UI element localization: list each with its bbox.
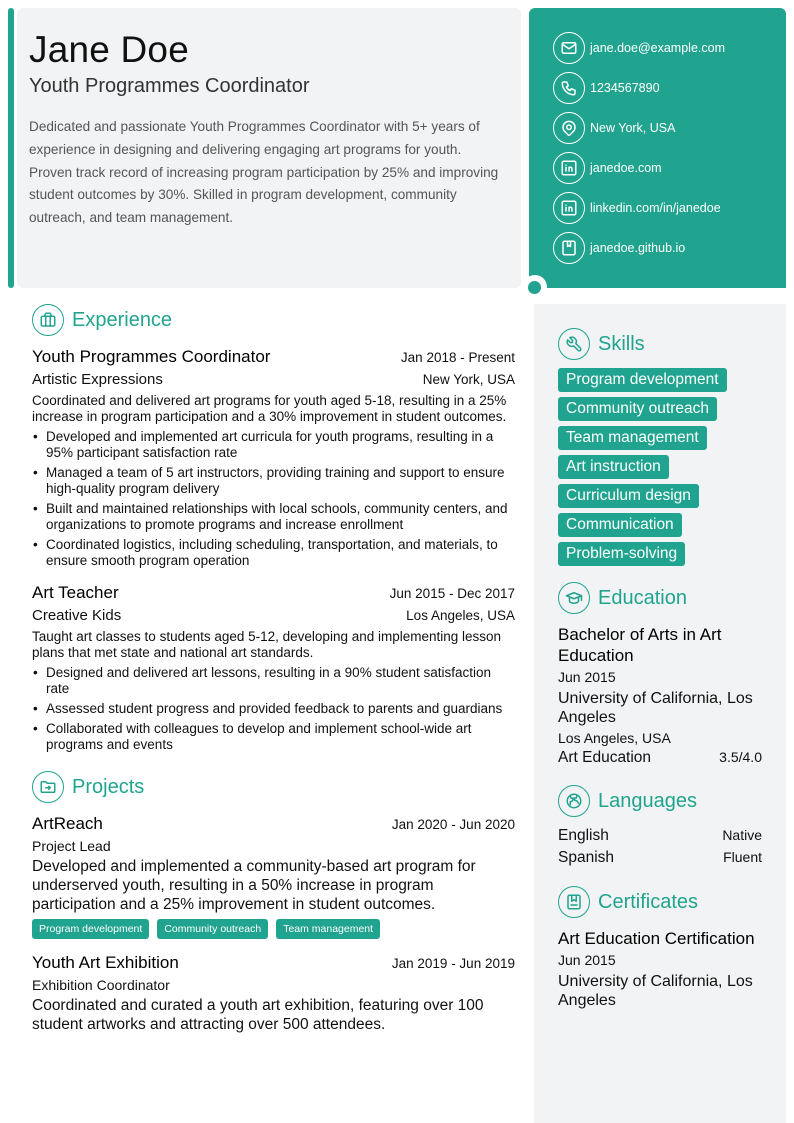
contact-email[interactable] <box>553 32 786 64</box>
edu-gpa: 3.5/4.0 <box>719 749 762 765</box>
project-date: Jan 2020 - Jun 2020 <box>391 817 515 832</box>
section-title: Experience <box>72 308 173 331</box>
job-bullets <box>32 429 515 569</box>
certificate-date: Jun 2015 <box>558 952 616 968</box>
job-role: Youth Programmes Coordinator <box>32 347 271 366</box>
globe-icon <box>558 785 590 817</box>
project-name: Youth Art Exhibition <box>32 953 179 972</box>
project-entry <box>32 814 515 939</box>
experience-heading <box>32 304 515 336</box>
contact-location <box>553 112 786 144</box>
project-tags <box>32 919 515 939</box>
skill-tag: Program development <box>558 368 727 392</box>
contact-github[interactable] <box>553 232 786 264</box>
email-text: jane.doe@example.com <box>590 41 725 55</box>
project-date: Jan 2019 - Jun 2019 <box>391 956 515 971</box>
phone-text: 1234567890 <box>590 81 660 95</box>
bullet-item: • Managed a team of 5 art instructors, providing training and support to ensure high-quality program delivery <box>32 465 515 497</box>
section-title: Education <box>598 586 687 609</box>
project-tag: Team management <box>276 919 380 939</box>
skill-tag: Art instruction <box>558 455 669 479</box>
job-location: Los Angeles, USA <box>406 608 515 623</box>
language-level: Fluent <box>723 849 762 865</box>
briefcase-icon <box>32 304 64 336</box>
job-date: Jan 2018 - Present <box>400 350 515 365</box>
skill-tag: Problem-solving <box>558 542 685 566</box>
skills-heading <box>558 328 762 360</box>
section-title: Skills <box>598 332 645 355</box>
linkedin-text: linkedin.com/in/janedoe <box>590 201 721 215</box>
bullet-item: • Developed and implemented art curricula for youth programs, resulting in a 95% participant satisfaction rate <box>32 429 515 461</box>
job-description: Taught art classes to students aged 5-12, developing and implementing lesson plans that met state and national art standards. <box>32 629 502 660</box>
project-description: Developed and implemented a community-based art program for underserved youth, resulting in a 50% increase in program participation and a 25% improvement in student outcomes. <box>32 858 476 913</box>
bullet-item: • Coordinated logistics, including scheduling, transportation, and materials, to ensure smooth program operation <box>32 537 515 569</box>
bullet-item: • Collaborated with colleagues to develop and implement school-wide art programs and events <box>32 721 515 753</box>
education-entry <box>558 624 762 767</box>
candidate-title: Youth Programmes Coordinator <box>29 75 310 97</box>
language-row <box>558 827 762 845</box>
github-text: janedoe.github.io <box>590 241 686 255</box>
folder-icon <box>32 771 64 803</box>
map-pin-icon <box>553 112 585 144</box>
edu-location: Los Angeles, USA <box>558 730 671 746</box>
project-name: ArtReach <box>32 814 103 833</box>
bullet-item: • Designed and delivered art lessons, resulting in a 90% student satisfaction rate <box>32 665 515 697</box>
contact-website[interactable] <box>553 152 786 184</box>
header-card <box>17 8 521 288</box>
wrench-icon <box>558 328 590 360</box>
language-row <box>558 849 762 867</box>
languages-heading <box>558 785 762 817</box>
language-name: English <box>558 827 609 844</box>
project-entry <box>32 953 515 1034</box>
bookmark-icon <box>553 232 585 264</box>
project-tag: Community outreach <box>157 919 268 939</box>
projects-heading <box>32 771 515 803</box>
job-role: Art Teacher <box>32 583 119 602</box>
main-column <box>32 304 515 1034</box>
linkedin-icon <box>553 192 585 224</box>
education-heading <box>558 582 762 614</box>
section-title: Projects <box>72 775 145 798</box>
contact-linkedin[interactable] <box>553 192 786 224</box>
certificate-name: Art Education Certification <box>558 929 755 948</box>
certificates-heading <box>558 886 762 918</box>
location-text: New York, USA <box>590 121 676 135</box>
project-tag: Program development <box>32 919 149 939</box>
job-bullets <box>32 665 515 753</box>
edu-institution: University of California, Los Angeles <box>558 690 753 726</box>
graduation-cap-icon <box>558 582 590 614</box>
job-date: Jun 2015 - Dec 2017 <box>389 586 515 601</box>
job-description: Coordinated and delivered art programs for youth aged 5-18, resulting in a 25% increase in program participation and a 30% improvement in student outcomes. <box>32 393 507 424</box>
website-text: janedoe.com <box>590 161 662 175</box>
section-title: Languages <box>598 789 697 812</box>
skill-tag: Curriculum design <box>558 484 699 508</box>
decorative-dot <box>528 281 541 294</box>
contact-panel <box>529 8 786 288</box>
certificate-icon <box>558 886 590 918</box>
mail-icon <box>553 32 585 64</box>
accent-bar <box>8 8 14 288</box>
skill-tag: Communication <box>558 513 682 537</box>
project-role: Exhibition Coordinator <box>32 977 170 993</box>
bullet-item: • Built and maintained relationships with local schools, community centers, and organizations to promote programs and increase enrollment <box>32 501 515 533</box>
language-list <box>558 827 762 867</box>
job-company: Creative Kids <box>32 607 122 624</box>
job-company: Artistic Expressions <box>32 371 163 388</box>
language-name: Spanish <box>558 849 615 866</box>
certificate-entry <box>558 928 762 1010</box>
skill-list <box>558 368 762 566</box>
phone-icon <box>553 72 585 104</box>
contact-phone[interactable] <box>553 72 786 104</box>
language-level: Native <box>722 827 762 843</box>
project-description: Coordinated and curated a youth art exhibition, featuring over 100 student artworks and attracting over 500 attendees. <box>32 997 484 1033</box>
skill-tag: Community outreach <box>558 397 717 421</box>
skill-tag: Team management <box>558 426 707 450</box>
sidebar <box>534 304 786 1123</box>
summary: Dedicated and passionate Youth Programmes Coordinator with 5+ years of experience in designing and delivering engaging art programs for youth. Proven track record of increasing program participation by 25% and improving student outcomes by 30%. Skilled in program development, community outreach, and team management. <box>29 119 499 226</box>
certificate-issuer: University of California, Los Angeles <box>558 973 753 1009</box>
section-title: Certificates <box>598 890 699 913</box>
experience-entry <box>32 347 515 569</box>
bullet-item: • Assessed student progress and provided feedback to parents and guardians <box>32 701 515 717</box>
job-location: New York, USA <box>422 372 515 387</box>
edu-field: Art Education <box>558 749 652 766</box>
edu-date: Jun 2015 <box>558 669 616 685</box>
candidate-name: Jane Doe <box>29 29 189 70</box>
edu-degree: Bachelor of Arts in Art Education <box>558 625 722 665</box>
experience-entry <box>32 583 515 753</box>
project-role: Project Lead <box>32 838 111 854</box>
linkedin-icon <box>553 152 585 184</box>
